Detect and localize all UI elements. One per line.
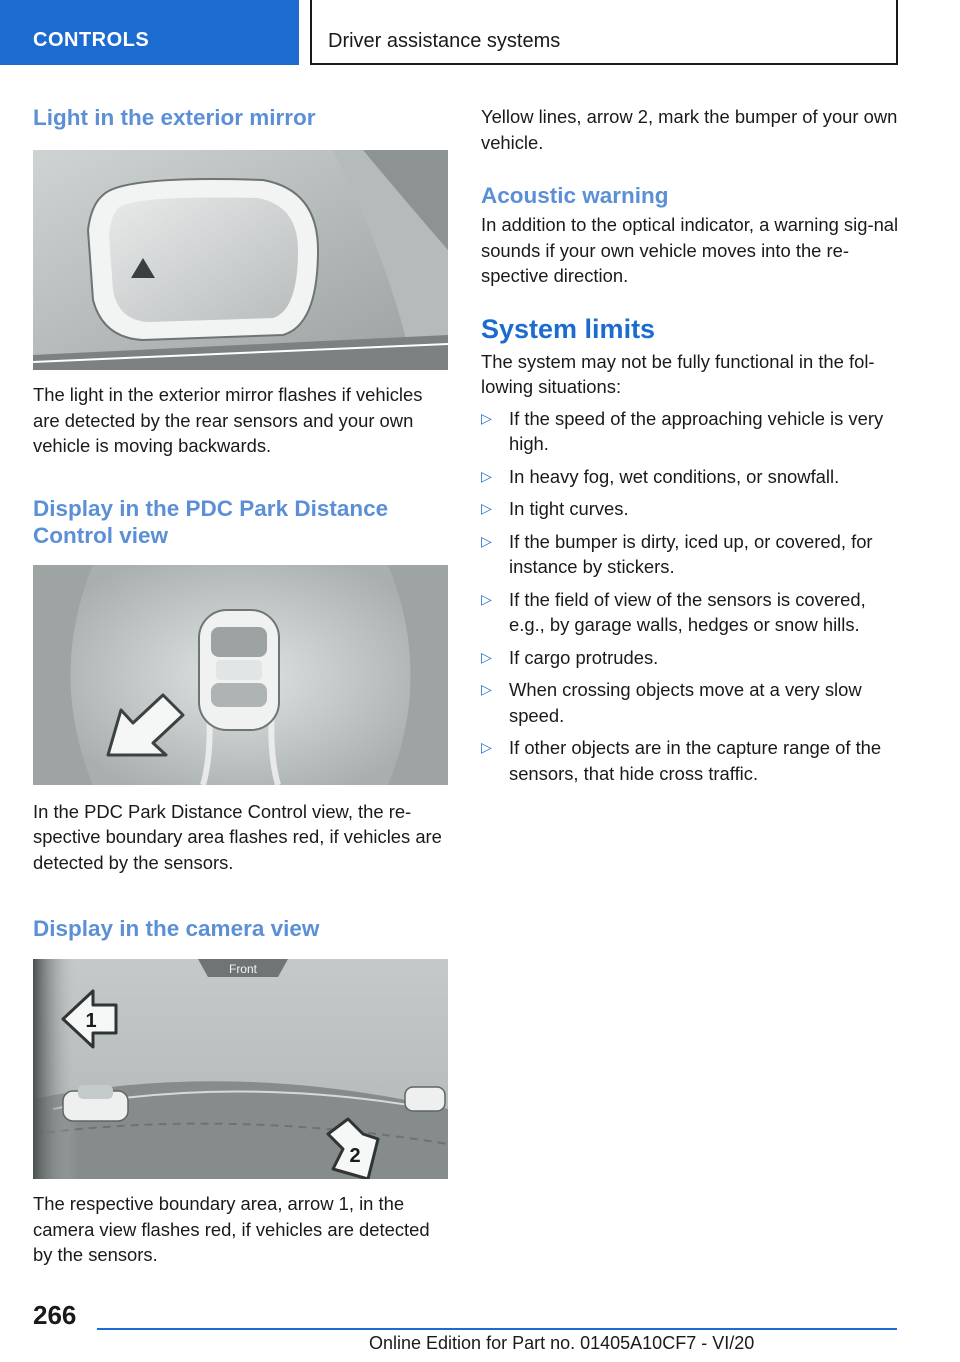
mirror-heading: Light in the exterior mirror [33,105,316,130]
pdc-heading: Display in the PDC Park Distance Control view [33,495,389,548]
mirror-text: The light in the exterior mirror flashes if vehicles are detected by the rear sensors and your own vehicle is moving backwards. [33,384,423,456]
car-icon [405,1087,445,1111]
acoustic-text: In addition to the optical indicator, a warning sig-nal sounds if your own vehicle moves into the re-spective direction. [481,214,899,286]
pdc-view-illustration [33,565,448,785]
triangle-right-icon: ▷ [481,500,492,516]
pdc-text: In the PDC Park Distance Control view, the re-spective boundary area flashes red, if vehicles are detected by the sensors. [33,800,442,873]
list-item: ▷ In tight curves. [481,496,899,522]
limits-heading: System limits [481,313,656,344]
right-column [481,100,899,786]
triangle-right-icon: ▷ [481,739,492,755]
camera-view-illustration [33,959,448,1179]
front-label: Front [228,962,258,976]
triangle-right-icon: ▷ [481,409,492,426]
chapter-title: Driver assistance systems [328,30,561,52]
section-tab [0,0,299,65]
left-column [33,100,448,1268]
limits-list [481,406,899,787]
car-icon [199,610,279,730]
svg-text:2: 2 [349,1145,361,1167]
footer-divider [97,1328,897,1330]
triangle-right-icon: ▷ [481,532,492,549]
page-number: 266 [33,1300,77,1330]
triangle-right-icon: ▷ [481,590,492,607]
limits-intro: The system may not be fully functional in the fol-lowing situations: [481,350,875,397]
svg-text:1: 1 [85,1010,97,1032]
triangle-right-icon: ▷ [481,648,492,665]
edition-text: Online Edition for Part no. 01405A10CF7 - VI/20 [369,1333,755,1353]
camera-heading: Display in the camera view [33,916,320,941]
list-item: ▷ When crossing objects move at a very slow speed. [481,679,862,726]
triangle-right-icon: ▷ [481,467,492,484]
mirror-illustration [33,150,448,370]
list-item: ▷ If the field of view of the sensors is covered, e.g., by garage walls, hedges or snow hills. [481,588,866,635]
acoustic-heading: Acoustic warning [481,183,669,208]
list-item: ▷ If the bumper is dirty, iced up, or covered, for instance by stickers. [481,530,873,577]
triangle-right-icon: ▷ [481,681,492,697]
chapter-tab [310,0,898,65]
yellow-lines-text: Yellow lines, arrow 2, mark the bumper of your own vehicle. [481,106,898,153]
list-item: ▷ If other objects are in the capture range of the sensors, that hide cross traffic. [481,737,882,784]
car-icon [63,1085,128,1121]
list-item: ▷ In heavy fog, wet conditions, or snowfall. [481,464,899,490]
list-item: ▷ If cargo protrudes. [481,645,899,671]
list-item: ▷ If the speed of the approaching vehicle is very high. [481,407,884,454]
camera-text: The respective boundary area, arrow 1, in the camera view flashes red, if vehicles are detected by the sensors. [33,1193,430,1265]
section-title: CONTROLS [33,29,150,51]
